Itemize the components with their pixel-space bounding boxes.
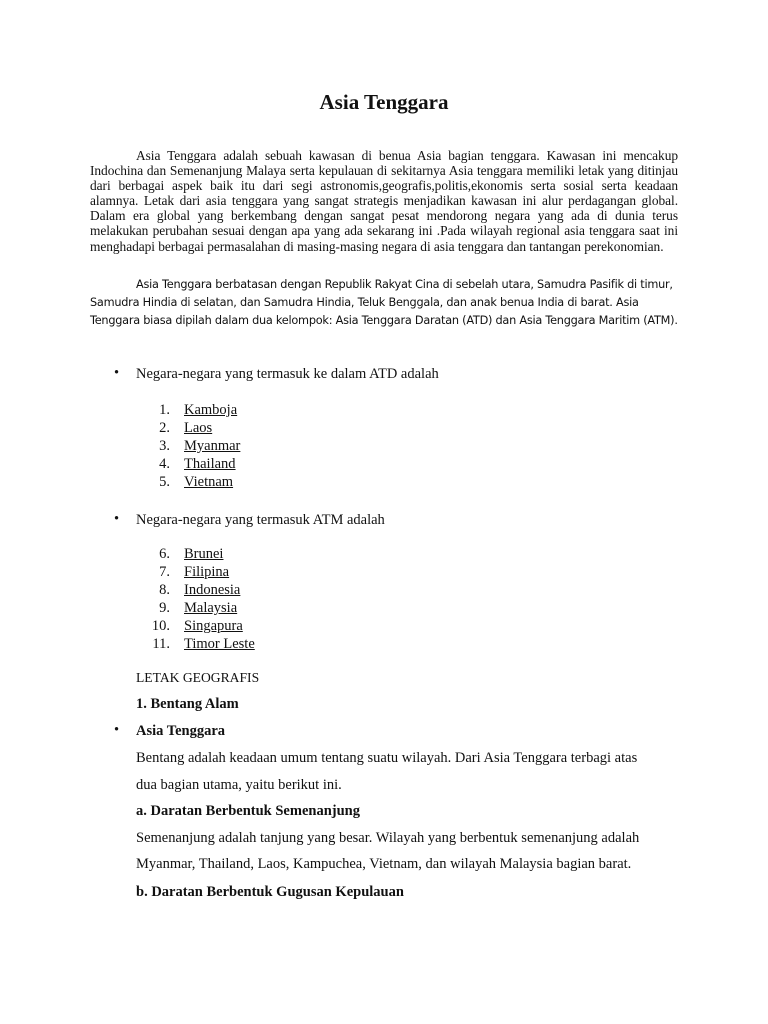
body-line: Semenanjung adalah tanjung yang besar. Wilayah yang berbentuk semenanjung adalah bbox=[136, 830, 640, 846]
atd-heading: Negara-negara yang termasuk ke dalam ATD adalah bbox=[136, 366, 439, 382]
list-number: 8. bbox=[159, 582, 170, 598]
body-line: Myanmar, Thailand, Laos, Kampuchea, Vietnam, dan wilayah Malaysia bagian barat. bbox=[136, 856, 632, 872]
borders-text: Asia Tenggara berbatasan dengan Republik Rakyat Cina di sebelah utara, Samudra Pasifik di timur, Samudra Hindia di selatan, dan Samudra Hindia, Teluk Benggala, dan anak benua India di barat. Asia Tenggara biasa dipilah dalam dua kelompok: Asia Tenggara Daratan (ATD) dan Asia Tenggara Maritim (ATM). bbox=[90, 278, 678, 327]
country-link-kamboja[interactable]: Kamboja bbox=[184, 402, 238, 418]
country-link-myanmar[interactable]: Myanmar bbox=[184, 438, 241, 454]
bullet-icon: • bbox=[114, 511, 120, 527]
subheading-daratan-b: b. Daratan Berbentuk Gugusan Kepulauan bbox=[136, 884, 404, 900]
country-link-vietnam[interactable]: Vietnam bbox=[184, 474, 234, 490]
page-title: Asia Tenggara bbox=[319, 90, 449, 114]
section-heading-bentang-alam: 1. Bentang Alam bbox=[136, 696, 239, 712]
intro-text: Asia Tenggara adalah sebuah kawasan di benua Asia bagian tenggara. Kawasan ini mencakup Indochina dan Semenanjung Malaya serta kepulauan di sekitarnya Asia tenggara memiliki letak yang ditinjau dari berbagai aspek baik itu dari segi astronomis,geografis,politis,ekonomis serta sosial serta keadaan alamnya. Letak dari asia tenggara yang sangat strategis menjadikan kawasan ini alur perdagangan global. Dalam era global yang berkembang dengan sangat pesat mendorong negara yang ada di dunia terus melakukan perubahan sesuai dengan apa yang ada sekarang ini .Pada wilayah regional asia tenggara saat ini menghadapi berbagai permasalahan di masing-masing negara di asia tenggara dan tantangan perekonomian. bbox=[90, 148, 678, 254]
borders-paragraph bbox=[90, 276, 690, 330]
list-number: 4. bbox=[159, 456, 170, 472]
body-line: Bentang adalah keadaan umum tentang suatu wilayah. Dari Asia Tenggara terbagi atas bbox=[136, 750, 638, 766]
list-number: 5. bbox=[159, 474, 170, 490]
list-number: 3. bbox=[159, 438, 170, 454]
subheading-daratan-a: a. Daratan Berbentuk Semenanjung bbox=[136, 803, 360, 819]
country-link-thailand[interactable]: Thailand bbox=[184, 456, 236, 472]
list-number: 2. bbox=[159, 420, 170, 436]
country-link-brunei[interactable]: Brunei bbox=[184, 546, 224, 562]
list-number: 10. bbox=[151, 618, 170, 634]
country-link-laos[interactable]: Laos bbox=[184, 420, 213, 436]
country-link-singapura[interactable]: Singapura bbox=[184, 618, 243, 634]
section-heading-letak: LETAK GEOGRAFIS bbox=[136, 670, 260, 685]
subheading-asia-tenggara: Asia Tenggara bbox=[136, 723, 226, 739]
list-number: 6. bbox=[159, 546, 170, 562]
country-link-indonesia[interactable]: Indonesia bbox=[184, 582, 241, 598]
body-line: dua bagian utama, yaitu berikut ini. bbox=[136, 777, 342, 793]
country-link-filipina[interactable]: Filipina bbox=[184, 564, 230, 580]
bullet-icon: • bbox=[114, 365, 120, 381]
bullet-icon: • bbox=[114, 722, 120, 738]
list-number: 9. bbox=[159, 600, 170, 616]
country-link-timor-leste[interactable]: Timor Leste bbox=[184, 636, 255, 652]
list-number: 11. bbox=[152, 636, 170, 652]
country-link-malaysia[interactable]: Malaysia bbox=[184, 600, 238, 616]
list-number: 7. bbox=[159, 564, 170, 580]
atm-heading: Negara-negara yang termasuk ATM adalah bbox=[136, 512, 385, 528]
list-number: 1. bbox=[159, 402, 170, 418]
intro-paragraph bbox=[90, 148, 678, 254]
